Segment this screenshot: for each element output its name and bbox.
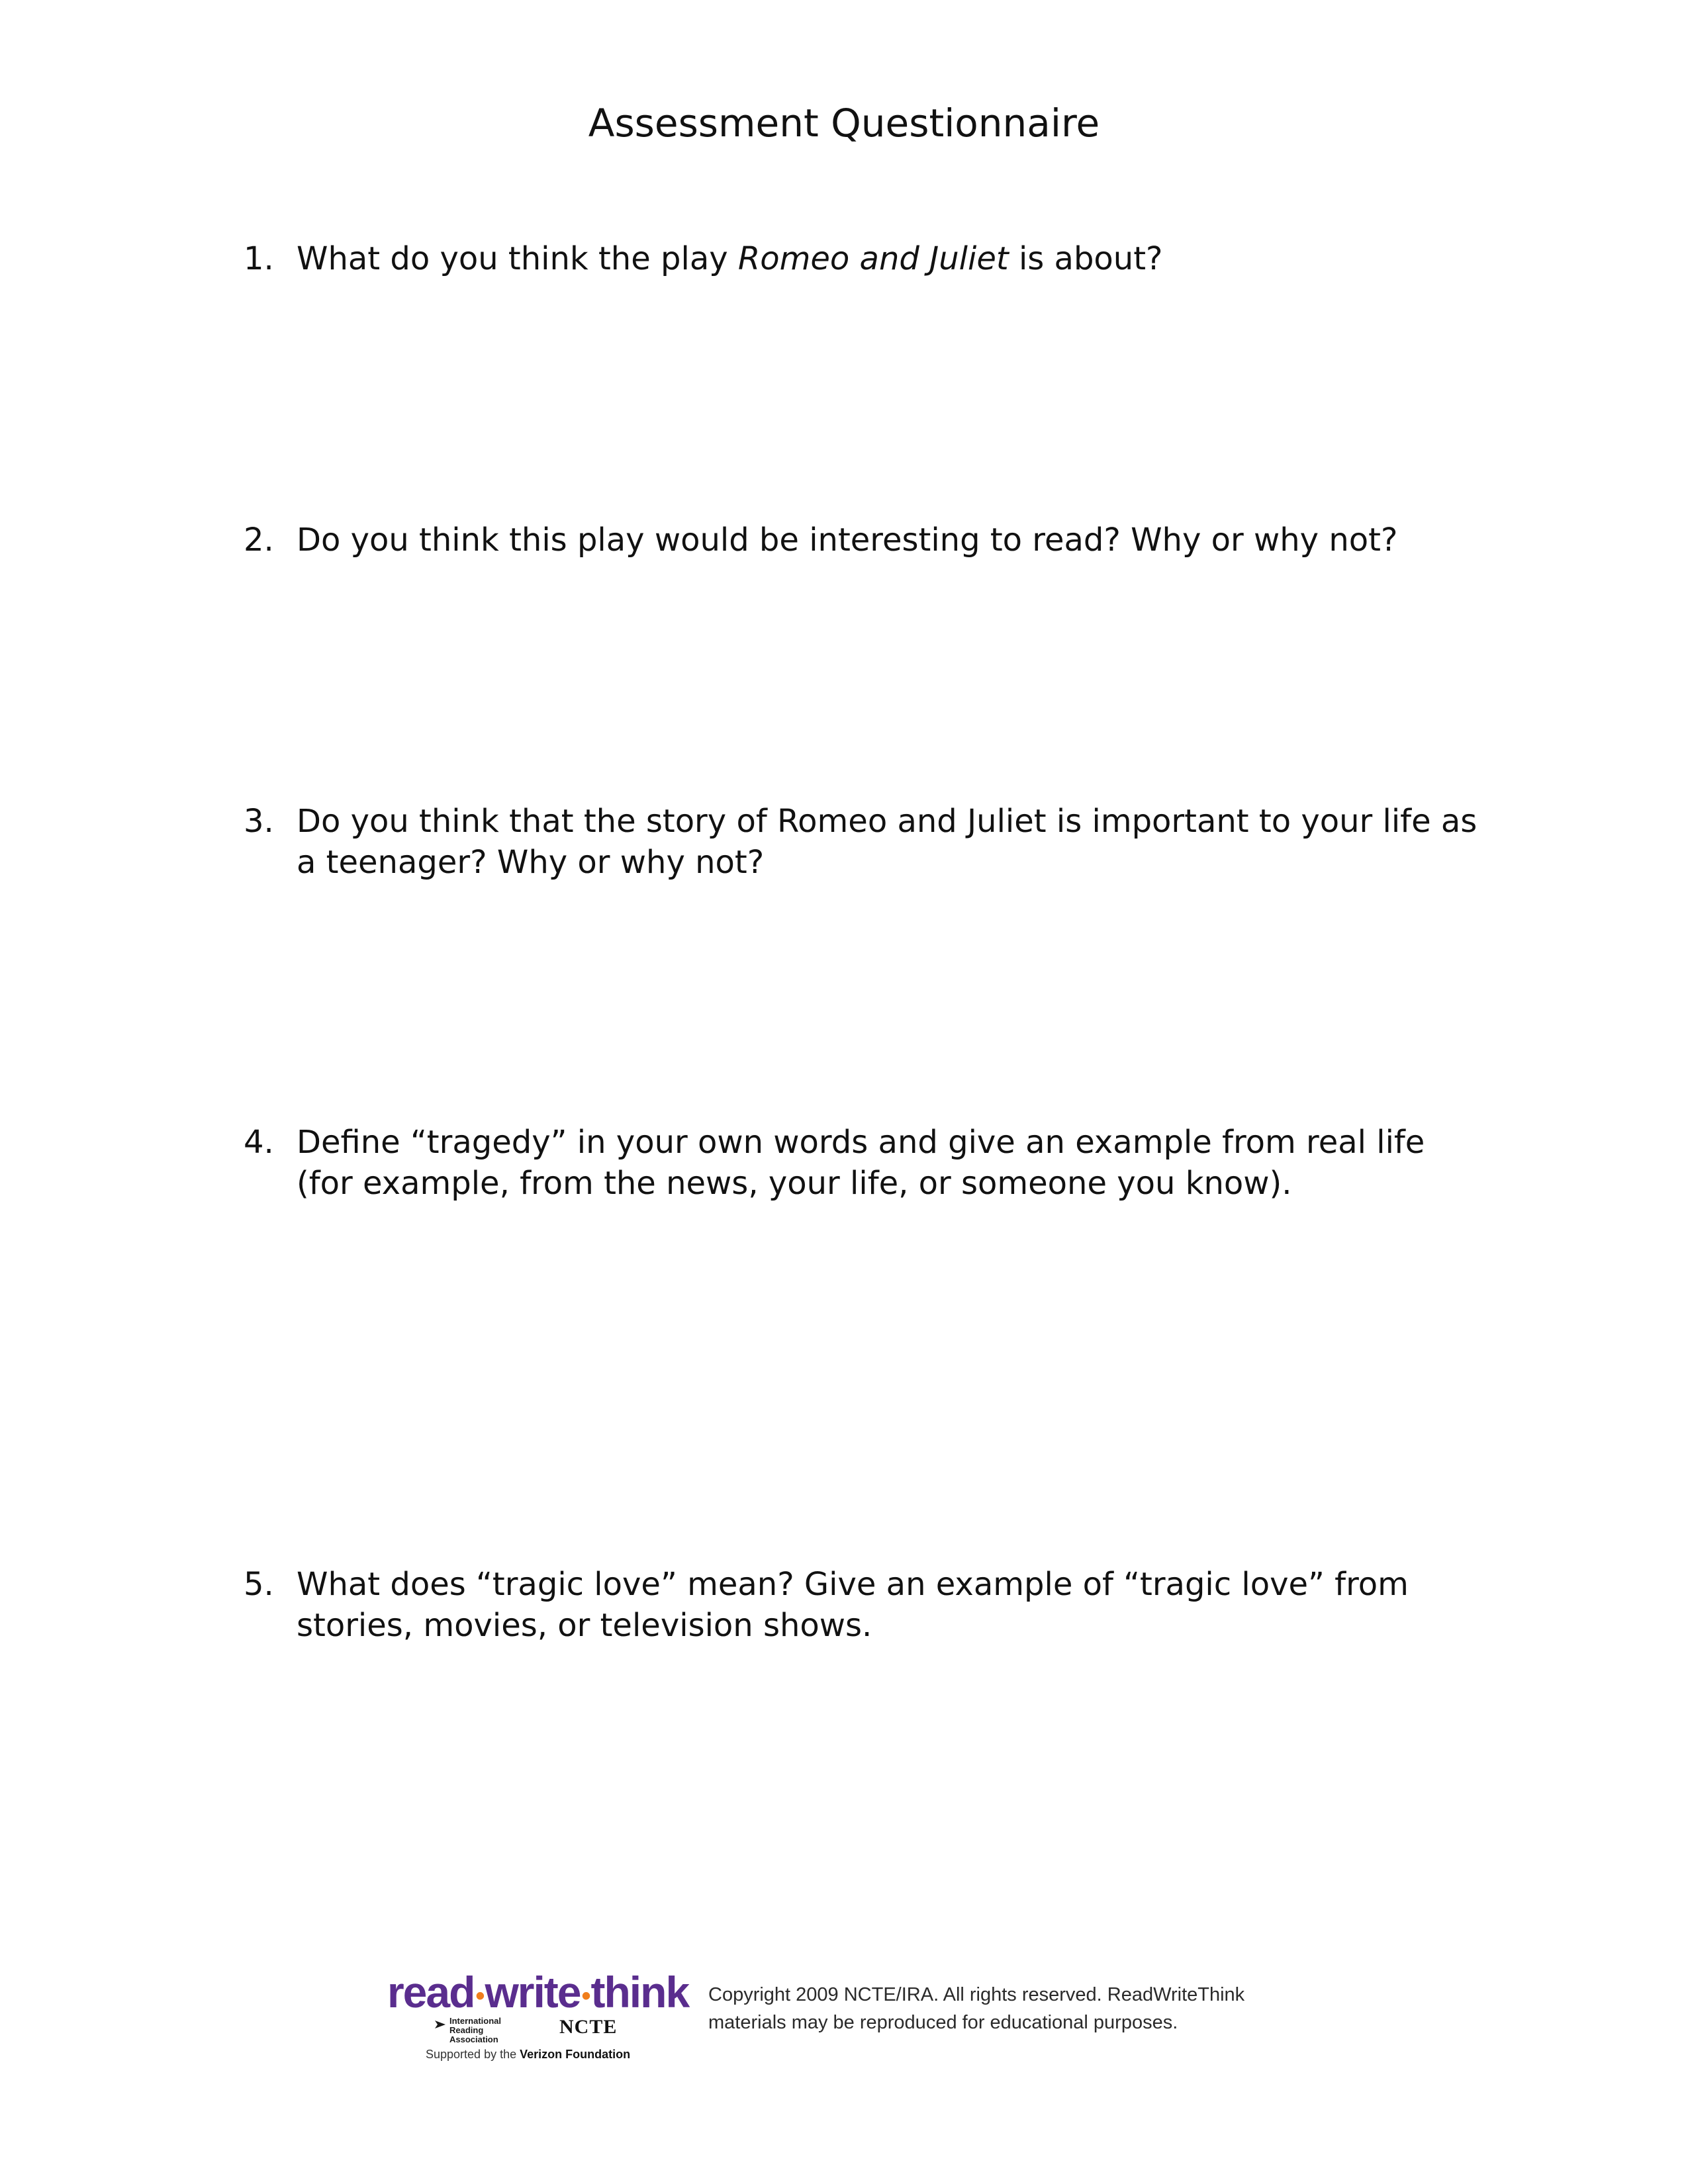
logo-wordmark: [387, 1969, 688, 2019]
question-5: [244, 1564, 1488, 1646]
question-number: 4.: [244, 1124, 274, 1161]
page-title: Assessment Questionnaire: [588, 101, 1100, 146]
question-2: [244, 520, 1488, 561]
question-number: 5.: [244, 1566, 274, 1603]
ncte-label: NCTE: [559, 2016, 618, 2038]
copyright-line-2: materials may be reproduced for educational purposes.: [708, 2012, 1178, 2033]
supported-by: [426, 2047, 630, 2062]
question-text-part: is about?: [1008, 240, 1163, 277]
copyright-notice: [708, 1981, 1331, 2036]
ira-label: International Reading Association: [449, 2016, 502, 2044]
question-1: [244, 238, 1488, 279]
readwritethink-logo: [387, 1969, 698, 2068]
ira-icon: [434, 2018, 447, 2031]
supported-prefix: Supported by the: [426, 2048, 517, 2061]
logo-dot: •: [581, 1981, 590, 2011]
question-4: [244, 1122, 1488, 1204]
play-title: Romeo and Juliet: [737, 240, 1009, 277]
logo-word-think: think: [590, 1968, 689, 2017]
question-text: [297, 238, 1488, 279]
logo-partners: [434, 2017, 685, 2043]
copyright-line-1: Copyright 2009 NCTE/IRA. All rights reserved. ReadWriteThink: [708, 1984, 1245, 2005]
question-text: Do you think this play would be interesting to read? Why or why not?: [297, 522, 1398, 559]
question-number: 2.: [244, 522, 274, 559]
question-3: [244, 801, 1488, 883]
logo-word-write: write: [485, 1968, 581, 2017]
supported-org: Verizon Foundation: [520, 2048, 631, 2061]
question-number: 1.: [244, 240, 274, 277]
logo-word-read: read: [387, 1968, 475, 2017]
question-number: 3.: [244, 803, 274, 840]
question-text-part: What do you think the play: [297, 240, 738, 277]
question-text: Do you think that the story of Romeo and Juliet is important to your life as a teenager? Why or why not?: [297, 803, 1477, 881]
question-text: Define “tragedy” in your own words and give an example from real life (for example, from the news, your life, or someone you know).: [297, 1124, 1425, 1202]
question-text: What does “tragic love” mean? Give an example of “tragic love” from stories, movies, or television shows.: [297, 1566, 1409, 1644]
footer: [387, 1969, 1327, 2068]
logo-dot: •: [475, 1981, 484, 2011]
